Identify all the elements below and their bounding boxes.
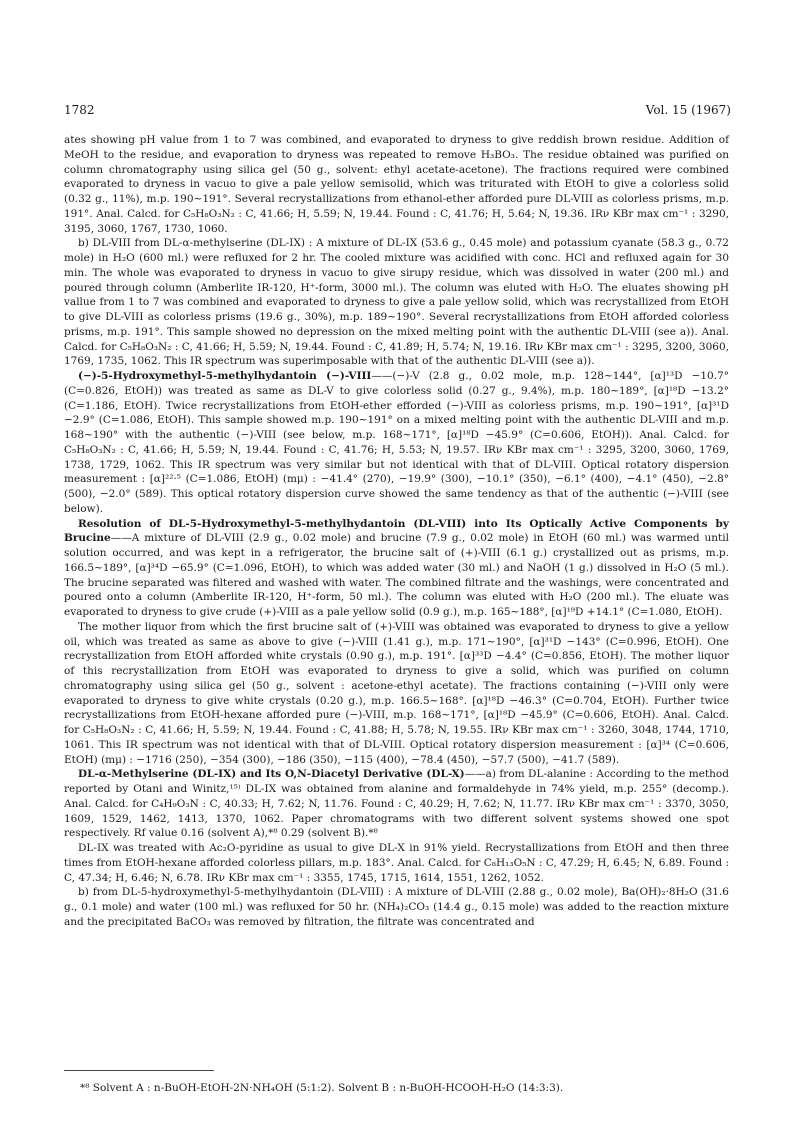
paragraph-7 [64, 841, 729, 885]
paragraph-text: ——a) from DL-alanine : According to the method reported by Otani and Winitz,¹⁵⁾ DL-IX was obtained from alanine and formaldehyde in 74% yield, m.p. 255° (decomp.). Anal. Calcd. for C₄H₉O₃N : C, 40.33; H, 7.62; N, 11.76. Found : C, 40.29; H, 7.62; N, 11.77. IRν KBr max cm⁻¹ : 3370, 3050, 1609, 1529, 1462, 1413, 1370, 1062. Paper chromatograms with two different solvent systems showed one spot respectively. Rf value 0.16 (solvent A),*⁸ 0.29 (solvent B).*⁸ [64, 768, 729, 840]
page-number: 1782 [64, 103, 95, 117]
paragraph-1 [64, 133, 729, 236]
paragraph-text: b) DL-VIII from DL-α-methylserine (DL-IX) : A mixture of DL-IX (53.6 g., 0.45 mole) and potassium cyanate (58.3 g., 0.72 mole) in H₂O (600 ml.) were refluxed for 2 hr. The cooled mixture was acidified with conc. HCl and refluxed again for 30 min. The whole was evaporated to dryness in vacuo to give sirupy residue, which was dissolved in water (200 ml.) and poured through column (Amberlite IR-120, H⁺-form, 3000 ml.). The column was eluted with H₂O. The eluates showing pH vallue from 1 to 7 was combined and evaporated to dryness to give a pale yellow solid, which was recrystallized from EtOH to give DL-VIII as colorless prisms (19.6 g., 30%), m.p. 189∼190°. Several recrystallizations from EtOH afforded colorless prisms, m.p. 191°. This sample showed no depression on the mixed melting point with the authentic DL-VIII (see a)). Anal. Calcd. for C₅H₈O₃N₂ : C, 41.66; H, 5.59; N, 19.44. Found : C, 41.89; H, 5.74; N, 19.16. IRν KBr max cm⁻¹ : 3295, 3200, 3060, 1769, 1735, 1062. This IR spectrum was superimposable with that of the authentic DL-VIII (see a)). [64, 237, 729, 368]
paragraph-5 [64, 620, 729, 768]
section-heading: Resolution of DL-5-Hydroxymethyl-5-methylhydantoin (DL-VIII) into Its Optically Active Components by Brucine [64, 517, 729, 545]
paragraph-text: b) from DL-5-hydroxymethyl-5-methylhydantoin (DL-VIII) : A mixture of DL-VIII (2.88 g., 0.02 mole), Ba(OH)₂·8H₂O (31.6 g., 0.1 mole) and water (100 ml.) was refluxed for 50 hr. (NH₄)₂CO₃ (14.4 g., 0.15 mole) was added to the reaction mixture and the precipitated BaCO₃ was removed by filtration, the filtrate was concentrated and [64, 886, 729, 928]
section-heading: DL-α-Methylserine (DL-IX) and Its O,N-Diacetyl Derivative (DL-X) [78, 768, 465, 781]
footnote-rule [64, 1070, 214, 1071]
paragraph-6 [64, 767, 729, 841]
footnote: *⁸ Solvent A : n-BuOH-EtOH-2N·NH₄OH (5:1:2). Solvent B : n-BuOH-HCOOH-H₂O (14:3:3). [80, 1082, 564, 1094]
paragraph-3 [64, 369, 729, 517]
paragraph-2 [64, 236, 729, 369]
body-text [64, 133, 729, 930]
paragraph-text: The mother liquor from which the first brucine salt of (+)-VIII was obtained was evaporated to dryness to give a yellow oil, which was treated as same as above to give (−)-VIII (1.41 g.), m.p. 171∼190°, [α]³¹D −143° (C=0.996, EtOH). One recrystallization from EtOH afforded white crystals (0.90 g.), m.p. 191°. [α]³³D −4.4° (C=0.856, EtOH). The mother liquor of this recrystallization from EtOH was evaporated to dryness to give a solid, which was purified on column chromatography using silica gel (50 g., solvent : acetone-ethyl acetate). The fractions containing (−)-VIII only were evaporated to dryness to give white crystals (0.20 g.), m.p. 166.5∼168°. [α]¹⁸D −46.3° (C=0.704, EtOH). Further twice recrystallizations from EtOH-hexane afforded pure (−)-VIII, m.p. 168∼171°, [α]¹⁸D −45.9° (C=0.606, EtOH). Anal. Calcd. for C₅H₈O₃N₂ : C, 41.66; H, 5.59; N, 19.44. Found : C, 41.88; H, 5.78; N, 19.55. IRν KBr max cm⁻¹ : 3260, 3048, 1744, 1710, 1061. This IR spectrum was not identical with that of DL-VIII. Optical rotatory dispersion measurement : [α]³⁴ (C=0.606, EtOH) (mμ) : −1716 (250), −354 (300), −186 (350), −115 (400), −78.4 (450), −57.7 (500), −41.7 (589). [64, 620, 729, 766]
journal-reference: Vol. 15 (1967) [645, 103, 731, 117]
paragraph-text: ates showing pH value from 1 to 7 was combined, and evaporated to dryness to give reddish brown residue. Addition of MeOH to the residue, and evaporation to dryness was repeated to remove H₃BO₃. The residue obtained was purified on column chromatography using silica gel (50 g., solvent: ethyl acetate-acetone). The fractions required were combined evaporated to dryness in vacuo to give a pale yellow semisolid, which was triturated with EtOH to give a colorless solid (0.32 g., 11%), m.p. 190∼191°. Several recrystallizations from ethanol-ether afforded pure DL-VIII as colorless prisms, m.p. 191°. Anal. Calcd. for C₅H₈O₃N₂ : C, 41.66; H, 5.59; N, 19.44. Found : C, 41.76; H, 5.64; N, 19.36. IRν KBr max cm⁻¹ : 3290, 3195, 3060, 1767, 1730, 1060. [64, 134, 729, 235]
paragraph-text: DL-IX was treated with Ac₂O-pyridine as usual to give DL-X in 91% yield. Recrystallizations from EtOH and then three times from EtOH-hexane afforded colorless pillars, m.p. 183°. Anal. Calcd. for C₈H₁₃O₅N : C, 47.29; H, 6.45; N, 6.89. Found : C, 47.34; H, 6.46; N, 6.78. IRν KBr max cm⁻¹ : 3355, 1745, 1715, 1614, 1551, 1262, 1052. [64, 842, 729, 884]
paragraph-4 [64, 517, 729, 620]
section-heading: (−)-5-Hydroxymethyl-5-methylhydantoin (−)-VIII [78, 370, 372, 382]
paragraph-8 [64, 885, 729, 929]
paragraph-text: ——(−)-V (2.8 g., 0.02 mole, m.p. 128∼144°, [α]¹³D −10.7° (C=0.826, EtOH)) was treated as same as DL-V to give colorless solid (0.27 g., 9.4%), m.p. 180∼189°, [α]¹⁸D −13.2° (C=1.186, EtOH). Twice recrystallizations from EtOH-ether efforded (−)-VIII as colorless prisms, m.p. 190∼191°, [α]³¹D −2.9° (C=1.086, EtOH). This sample showed m.p. 190∼191° on a mixed melting point with the authentic DL-VIII and m.p. 168∼190° with the authentic (−)-VIII (see below, m.p. 168∼171°, [α]¹⁸D −45.9° (C=0.606, EtOH)). Anal. Calcd. for C₅H₈O₃N₂ : C, 41.66; H, 5.59; N, 19.44. Found : C, 41.76; H, 5.53; N, 19.57. IRν KBr max cm⁻¹ : 3295, 3200, 3060, 1769, 1738, 1729, 1062. This IR spectrum was very similar but not identical with that of DL-VIII. Optical rotatory dispersion measurement : [α]²²·⁵ (C=1.086, EtOH) (mμ) : −41.4° (270), −19.9° (300), −10.1° (350), −6.1° (400), −4.1° (450), −2.8° (500), −2.0° (589). This optical rotatory dispersion curve showed the same tendency as that of the authentic (−)-VIII (see below). [64, 370, 729, 515]
paragraph-text: ——A mixture of DL-VIII (2.9 g., 0.02 mole) and brucine (7.9 g., 0.02 mole) in EtOH (60 ml.) was warmed until solution occurred, and was kept in a refrigerator, the brucine salt of (+)-VIII (6.1 g.) crystallized out as prisms, m.p. 166.5∼189°, [α]³⁴D −65.9° (C=1.096, EtOH), to which was added water (30 ml.) and NaOH (1 g.) dissolved in H₂O (5 ml.). The brucine separated was filtered and washed with water. The combined filtrate and the washings, were concentrated and poured onto a column (Amberlite IR-120, H⁺-form, 50 ml.). The column was eluted with H₂O (200 ml.). The eluate was evaporated to dryness to give crude (+)-VIII as a pale yellow solid (0.9 g.), m.p. 165∼188°, [α]¹⁹D +14.1° (C=1.080, EtOH). [64, 532, 729, 618]
